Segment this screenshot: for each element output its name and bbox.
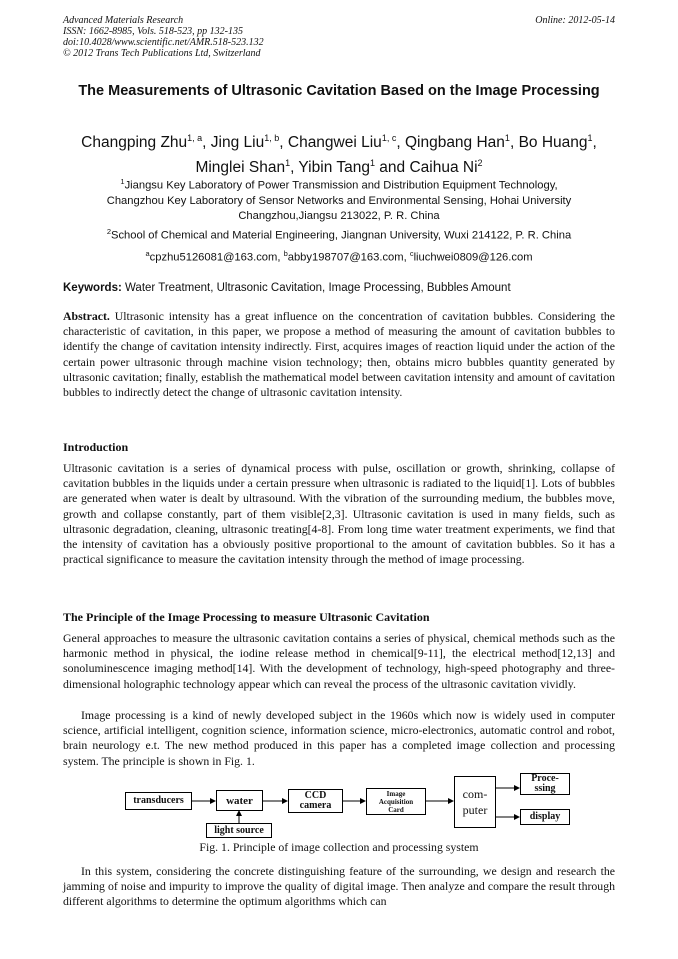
author-separator: ,	[202, 134, 211, 152]
processing-box: Proce- ssing	[520, 773, 570, 795]
ccd-camera-box: CCD camera	[288, 789, 343, 813]
author-separator: ,	[279, 134, 288, 152]
affiliation-1-line-1: Jiangsu Key Laboratory of Power Transmission and Distribution Equipment Technology,	[124, 179, 558, 192]
figure-1-caption: Fig. 1. Principle of image collection and processing system	[199, 840, 479, 854]
author-affiliation-sup: 1	[504, 133, 510, 143]
email-sup: a	[145, 249, 150, 258]
email-separator: ,	[403, 251, 410, 264]
email-sup: c	[409, 249, 414, 258]
introduction-text: Ultrasonic cavitation is a series of dynamical process with pulse, oscillation or growth, shrinking, collapse of cavitation bubbles in the liquids under a certain pressure when ultrasonic is radiated to the liquid[1]. Lots of bubbles are generated when water is dealt by ultrasound. With the vibration of the surrounding medium, the bubbles move, growth and collapse constantly, part of them visible[2,3]. Ultrasonic cavitation is used in many fields, such as ultrasonic degradation, cleaning, ultrasonic treating[4-8]. From long time water treatment experiments, we find that the intensity of cavitation has a obviously positive proportional to the amount of cavitation bubbles. So it has a practical significance to measure the cavitation intensity through the method of image processing.	[63, 461, 615, 567]
abstract	[63, 309, 615, 400]
system-paragraph: In this system, considering the concrete distinguishing feature of the surrounding, we design and research the jamming of noise and impurity to improve the quality of digital image. Then analyze and compare the result through different algorithms to determine the optimum algorithms which can	[63, 864, 615, 909]
author-affiliation-sup: 1	[285, 158, 291, 169]
author-name: Changwei Liu	[287, 134, 382, 152]
figure-1-diagram	[120, 773, 600, 839]
introduction-heading: Introduction	[63, 440, 129, 454]
online-date: Online: 2012-05-14	[535, 15, 615, 26]
author-name: Changping Zhu	[81, 134, 188, 152]
issn-line: ISSN: 1662-8985, Vols. 518-523, pp 132-135	[63, 26, 243, 37]
doi-line: doi:10.4028/www.scientific.net/AMR.518-523.132	[63, 37, 264, 48]
author-separator: ,	[396, 134, 405, 152]
affiliation-2	[63, 224, 615, 244]
author-separator: and	[374, 159, 410, 177]
copyright-line: © 2012 Trans Tech Publications Ltd, Switzerland	[63, 48, 261, 59]
display-box: display	[520, 809, 570, 825]
journal-header	[63, 15, 615, 59]
abstract-text: Ultrasonic intensity has a great influence on the concentration of cavitation bubbles. Considering the characteristic of cavitation, in this paper, we propose a method of measuring the amount of cavitation bubbles to identify the change of cavitation intensity indirectly. First, acquires images of reaction liquid under the action of the certain power ultrasonic through machine vision technology; then, obtains micro bubbles quantity generated by ultrasonic cavitation; finally, establish the mathematical model between cavitation intensity and amount of cavitation bubbles to indirectly detect the change of ultrasonic cavitation intensity.	[63, 309, 615, 400]
paper-title: The Measurements of Ultrasonic Cavitation Based on the Image Processing	[78, 83, 600, 99]
email-separator: ,	[277, 251, 284, 264]
email-address: liuchwei0809@126.com	[413, 251, 533, 264]
email-address: cpzhu5126081@163.com	[149, 251, 278, 264]
author-name: Qingbang Han	[404, 134, 505, 152]
email-sup: b	[283, 249, 288, 258]
affiliation-1-sup: 1	[120, 177, 125, 186]
computer-box: com- puter	[454, 776, 496, 828]
author-separator: ,	[290, 159, 299, 177]
author-name: Bo Huang	[518, 134, 588, 152]
author-affiliation-sup: 1, a	[187, 133, 203, 143]
author-name: Yibin Tang	[298, 159, 370, 177]
keywords	[63, 281, 615, 296]
image-acquisition-card-box: Image Acquisition Card	[366, 788, 426, 815]
email-address: abby198707@163.com	[287, 251, 404, 264]
author-affiliation-sup: 1	[369, 158, 375, 169]
principle-paragraph-1: General approaches to measure the ultrasonic cavitation contains a series of physical, chemical methods such as the harmonic method in physical, the iodine release method in chemical[9-11], the electrical method[12,13] and sonoluminescence imaging method[14]. With the development of technology, high-speed photography and three-dimensional holographic technology appear which can reveal the process of the ultrasonic cavitation vividly.	[63, 631, 615, 691]
author-affiliation-sup: 1, b	[264, 133, 280, 143]
keywords-text: Water Treatment, Ultrasonic Cavitation, Image Processing, Bubbles Amount	[125, 282, 511, 294]
email-list	[63, 246, 615, 266]
author-affiliation-sup: 1	[587, 133, 593, 143]
affiliation-1-line-3: Changzhou,Jiangsu 213022, P. R. China	[238, 209, 440, 222]
author-name: Minglei Shan	[195, 159, 286, 177]
author-affiliation-sup: 1, c	[381, 133, 397, 143]
journal-name: Advanced Materials Research	[63, 15, 184, 26]
author-list	[63, 128, 615, 178]
affiliation-1	[63, 174, 615, 224]
affiliation-2-line-1: School of Chemical and Material Engineering, Jiangnan University, Wuxi 214122, P. R. China	[110, 229, 572, 242]
author-separator: ,	[592, 134, 597, 152]
affiliation-1-line-2: Changzhou Key Laboratory of Sensor Networks and Environmental Sensing, Hohai University	[106, 194, 572, 207]
principle-heading: The Principle of the Image Processing to measure Ultrasonic Cavitation	[63, 610, 430, 624]
transducers-box: transducers	[125, 792, 192, 810]
author-affiliation-sup: 2	[477, 158, 483, 169]
author-name: Caihua Ni	[409, 159, 478, 177]
principle-paragraph-2: Image processing is a kind of newly developed subject in the 1960s which now is widely used in computer science, artificial intelligent, cognition science, information science, micro-electronics, automatic control and robot, brain neurology e.t. The new method produced in this paper has a completed image collection and processing system. The principle is shown in Fig. 1.	[63, 708, 615, 768]
author-name: Jing Liu	[210, 134, 265, 152]
water-box: water	[216, 790, 263, 811]
affiliation-2-sup: 2	[106, 227, 111, 236]
author-separator: ,	[509, 134, 519, 152]
light-source-box: light source	[206, 823, 272, 838]
keywords-label: Keywords:	[63, 282, 122, 294]
abstract-label: Abstract.	[63, 309, 110, 323]
